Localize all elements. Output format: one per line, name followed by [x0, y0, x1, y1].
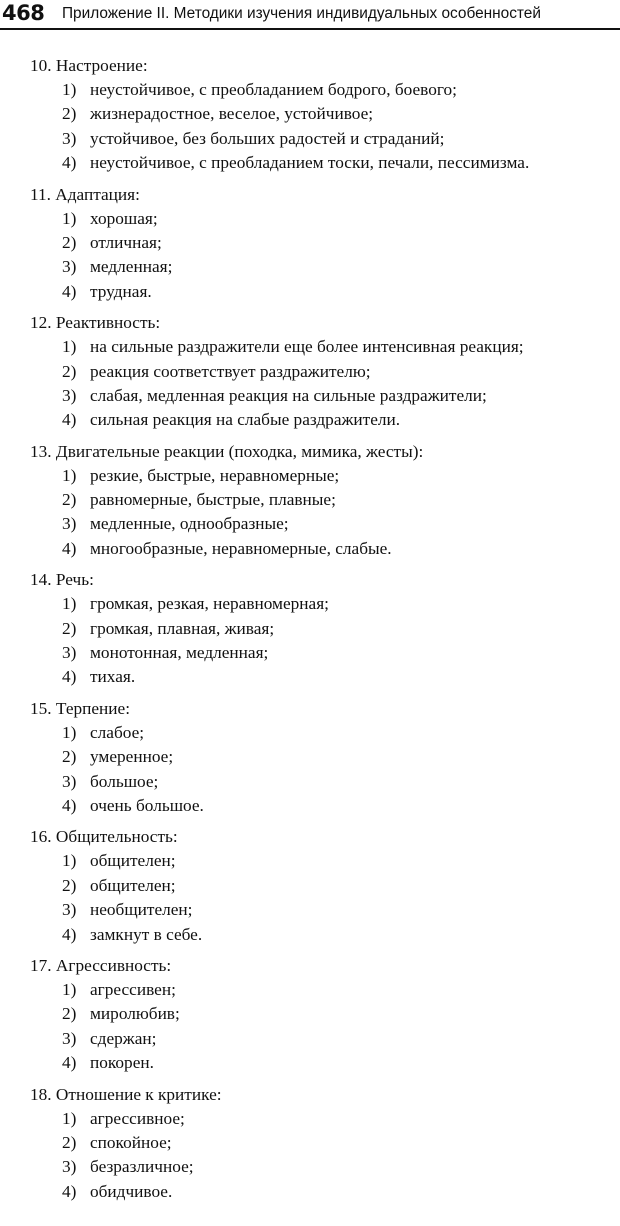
- answer-option: [0, 1051, 620, 1075]
- answer-option: [0, 874, 620, 898]
- option-text: необщителен;: [90, 900, 193, 920]
- option-number: 1): [62, 979, 77, 999]
- option-text: хорошая;: [90, 208, 158, 228]
- option-number: 4): [62, 538, 77, 558]
- answer-option: [0, 78, 620, 102]
- option-text: на сильные раздражители еще более интенсивная реакция;: [90, 337, 524, 357]
- option-text: очень большое.: [90, 795, 204, 815]
- option-number: 3): [62, 385, 77, 405]
- answer-option: [0, 537, 620, 561]
- option-number: 4): [62, 667, 77, 687]
- option-text: замкнут в себе.: [90, 924, 203, 944]
- option-text: громкая, плавная, живая;: [90, 618, 275, 638]
- option-number: 2): [62, 1132, 77, 1152]
- option-number: 2): [62, 361, 77, 381]
- option-number: 4): [62, 924, 77, 944]
- answer-option: [0, 464, 620, 488]
- option-number: 1): [62, 722, 77, 742]
- option-text: безразличное;: [90, 1157, 194, 1177]
- answer-option: [0, 1131, 620, 1155]
- answer-option: [0, 898, 620, 922]
- option-text: отличная;: [90, 232, 162, 252]
- answer-option: [0, 512, 620, 536]
- option-text: агрессивен;: [90, 979, 176, 999]
- answer-option: [0, 231, 620, 255]
- option-text: большое;: [90, 771, 159, 791]
- option-text: жизнерадостное, веселое, устойчивое;: [90, 104, 374, 124]
- option-text: сильная реакция на слабые раздражители.: [90, 410, 401, 430]
- option-text: обидчивое.: [90, 1181, 173, 1201]
- question-block: [0, 440, 620, 562]
- option-text: реакция соответствует раздражителю;: [90, 361, 371, 381]
- answer-option: [0, 617, 620, 641]
- option-text: монотонная, медленная;: [90, 643, 269, 663]
- option-text: резкие, быстрые, неравномерные;: [90, 465, 340, 485]
- option-number: 4): [62, 1053, 77, 1073]
- option-text: умеренное;: [90, 747, 174, 767]
- question-block: [0, 311, 620, 433]
- question-title: 14. Речь:: [30, 570, 94, 590]
- option-number: 4): [62, 281, 77, 301]
- option-number: 4): [62, 153, 77, 173]
- question-title: 16. Общительность:: [30, 827, 178, 847]
- option-number: 2): [62, 618, 77, 638]
- answer-option: [0, 127, 620, 151]
- answer-option: [0, 151, 620, 175]
- option-number: 3): [62, 643, 77, 663]
- answer-option: [0, 408, 620, 432]
- option-number: 3): [62, 1157, 77, 1177]
- option-number: 2): [62, 747, 77, 767]
- question-title: 10. Настроение:: [30, 56, 148, 75]
- option-number: 3): [62, 771, 77, 791]
- option-text: спокойное;: [90, 1132, 172, 1152]
- answer-option: [0, 384, 620, 408]
- option-number: 1): [62, 1108, 77, 1128]
- option-number: 3): [62, 257, 77, 277]
- question-title: 18. Отношение к критике:: [30, 1084, 222, 1104]
- option-text: устойчивое, без больших радостей и страданий;: [90, 128, 445, 148]
- option-text: слабая, медленная реакция на сильные раздражители;: [90, 385, 487, 405]
- option-number: 3): [62, 128, 77, 148]
- option-text: слабое;: [90, 722, 145, 742]
- option-number: 1): [62, 337, 77, 357]
- option-number: 4): [62, 1181, 77, 1201]
- option-number: 1): [62, 465, 77, 485]
- answer-option: [0, 745, 620, 769]
- option-number: 3): [62, 1028, 77, 1048]
- answer-option: [0, 1155, 620, 1179]
- answer-option: [0, 1180, 620, 1204]
- option-text: неустойчивое, с преобладанием тоски, печали, пессимизма.: [90, 153, 530, 173]
- option-number: 3): [62, 900, 77, 920]
- option-number: 2): [62, 1004, 77, 1024]
- question-title: 13. Двигательные реакции (походка, мимика, жесты):: [30, 441, 424, 461]
- option-number: 2): [62, 104, 77, 124]
- answer-option: [0, 335, 620, 359]
- answer-option: [0, 721, 620, 745]
- question-block: [0, 954, 620, 1076]
- answer-option: [0, 665, 620, 689]
- question-block: [0, 825, 620, 947]
- page-number: 468: [2, 1, 45, 25]
- option-text: агрессивное;: [90, 1108, 185, 1128]
- option-number: 2): [62, 875, 77, 895]
- option-number: 1): [62, 80, 77, 99]
- option-text: равномерные, быстрые, плавные;: [90, 490, 336, 510]
- option-number: 1): [62, 851, 77, 871]
- answer-option: [0, 488, 620, 512]
- answer-option: [0, 770, 620, 794]
- option-text: общителен;: [90, 851, 176, 871]
- question-block: [0, 568, 620, 690]
- question-block: [0, 1083, 620, 1205]
- answer-option: [0, 978, 620, 1002]
- option-text: сдержан;: [90, 1028, 157, 1048]
- question-title: 11. Адаптация:: [30, 184, 140, 204]
- page-header: [0, 0, 620, 34]
- option-text: медленные, однообразные;: [90, 514, 289, 534]
- option-text: тихая.: [90, 667, 136, 687]
- option-number: 4): [62, 410, 77, 430]
- option-text: трудная.: [90, 281, 152, 301]
- option-text: неустойчивое, с преобладанием бодрого, боевого;: [90, 80, 457, 99]
- question-block: [0, 697, 620, 819]
- header-rule: [0, 28, 620, 30]
- option-text: общителен;: [90, 875, 176, 895]
- answer-option: [0, 641, 620, 665]
- answer-option: [0, 1002, 620, 1026]
- question-title: 15. Терпение:: [30, 698, 131, 718]
- answer-option: [0, 1027, 620, 1051]
- answer-option: [0, 360, 620, 384]
- answer-option: [0, 255, 620, 279]
- option-text: миролюбив;: [90, 1004, 180, 1024]
- option-text: многообразные, неравномерные, слабые.: [90, 538, 392, 558]
- answer-option: [0, 207, 620, 231]
- option-number: 2): [62, 232, 77, 252]
- answer-option: [0, 1107, 620, 1131]
- question-block: [0, 183, 620, 305]
- question-block: [0, 54, 620, 176]
- question-title: 12. Реактивность:: [30, 313, 161, 333]
- option-text: покорен.: [90, 1053, 154, 1073]
- answer-option: [0, 794, 620, 818]
- option-number: 3): [62, 514, 77, 534]
- question-title: 17. Агрессивность:: [30, 955, 172, 975]
- option-text: громкая, резкая, неравномерная;: [90, 594, 329, 614]
- answer-option: [0, 102, 620, 126]
- option-number: 1): [62, 594, 77, 614]
- answer-option: [0, 849, 620, 873]
- answer-option: [0, 923, 620, 947]
- option-number: 4): [62, 795, 77, 815]
- option-number: 2): [62, 490, 77, 510]
- running-title: Приложение II. Методики изучения индивидуальных особенностей: [62, 5, 541, 22]
- option-number: 1): [62, 208, 77, 228]
- answer-option: [0, 280, 620, 304]
- answer-option: [0, 592, 620, 616]
- option-text: медленная;: [90, 257, 173, 277]
- questionnaire: [0, 54, 620, 1211]
